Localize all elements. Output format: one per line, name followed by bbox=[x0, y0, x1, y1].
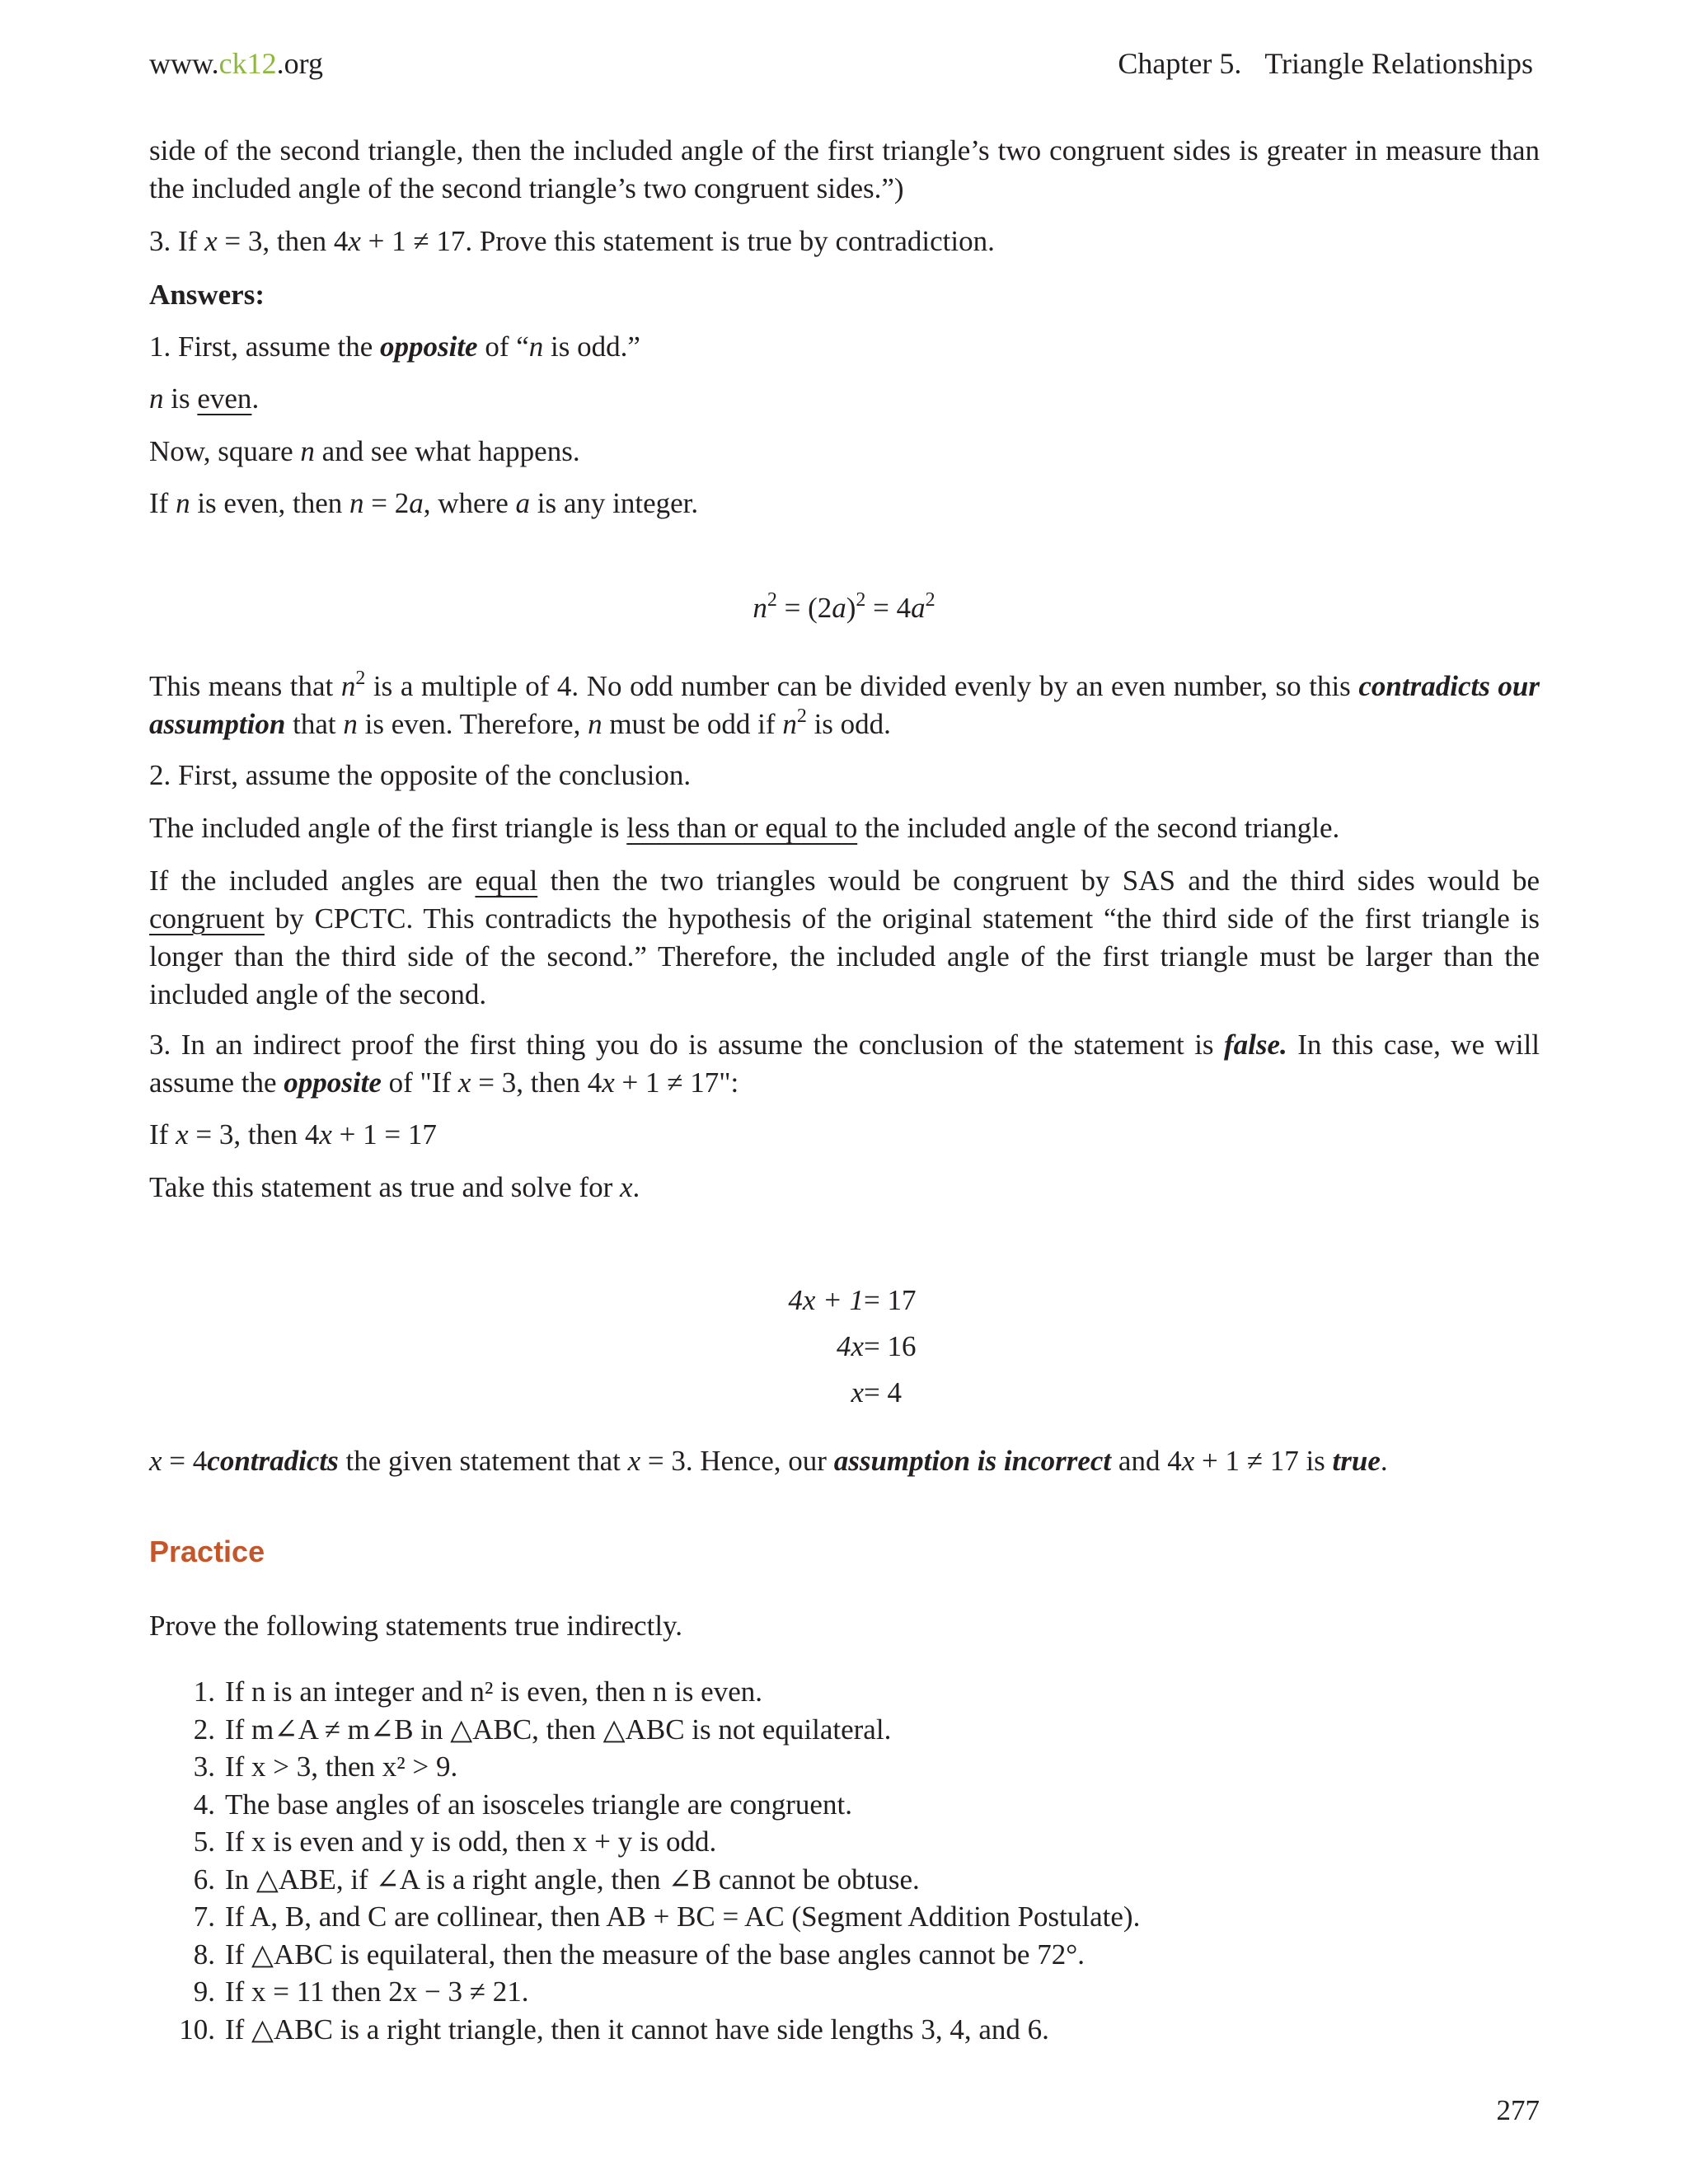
equation-row: 4x = 16 bbox=[836, 1330, 917, 1362]
equation-row: 4x + 1 = 17 bbox=[788, 1284, 917, 1316]
list-item: 6. In △ABE, if ∠A is a right angle, then ∠B cannot be obtuse. bbox=[193, 1863, 920, 1896]
answer-3-conclusion: x = 4contradicts the given statement that x = 3. Hence, our assumption is incorrect and 4x + 1 ≠ 17 is true. bbox=[149, 1445, 1388, 1477]
practice-list bbox=[149, 1673, 1140, 2048]
answer-3-paragraph: 3. In an indirect proof the first thing you do is assume the conclusion of the statement is false. In this case, we will assume the opposite of "If x = 3, then 4x + 1 ≠ 17": bbox=[149, 1029, 1540, 1099]
list-item: 9. If x = 11 then 2x − 3 ≠ 21. bbox=[193, 1975, 529, 2008]
answer-2-line-2: The included angle of the first triangle is less than or equal to the included angle of the second triangle. bbox=[149, 812, 1340, 844]
answer-3-assumption: If x = 3, then 4x + 1 = 17 bbox=[149, 1118, 437, 1151]
equation-row: x = 4 bbox=[851, 1376, 902, 1408]
list-item: 7. If A, B, and C are collinear, then AB + BC = AC (Segment Addition Postulate). bbox=[193, 1900, 1141, 1933]
answer-1-conclusion: This means that $n^2$ is a multiple of 4. No odd number can be divided evenly by an even number, so this contradicts our assumption that n is even. Therefore, n must be odd if $n^2$ is odd. bbox=[149, 668, 1540, 740]
answer-2-line-1: 2. First, assume the opposite of the conclusion. bbox=[149, 759, 692, 791]
page-number: 277 bbox=[1496, 2094, 1540, 2126]
list-item: 3. If x > 3, then x² > 9. bbox=[193, 1750, 458, 1783]
answer-1-line-3: Now, square n and see what happens. bbox=[149, 435, 580, 467]
answers-heading: Answers: bbox=[149, 279, 265, 311]
answer-2-paragraph: If the included angles are equal then the two triangles would be congruent by SAS and the third sides would be congruent by CPCTC. This contradicts the hypothesis of the original statement “the third side of the first triangle is longer than the third side of the second.” Therefore, the included angle of the first triangle must be larger than the included angle of the second. bbox=[149, 865, 1540, 1010]
solving-equations bbox=[742, 1277, 1029, 1416]
practice-intro: Prove the following statements true indirectly. bbox=[149, 1610, 683, 1642]
list-item: 8. If △ABC is equilateral, then the measure of the base angles cannot be 72°. bbox=[193, 1938, 1085, 1971]
list-item: 1. If n is an integer and n² is even, then n is even. bbox=[193, 1675, 762, 1708]
site-url[interactable]: www.ck12.org bbox=[149, 47, 323, 80]
answer-1-line-1: 1. First, assume the opposite of “n is odd.” bbox=[149, 330, 640, 363]
list-item: 2. If m∠A ≠ m∠B in △ABC, then △ABC is not equilateral. bbox=[193, 1713, 892, 1746]
equation-n-squared: $n^2 = (2a)^2 = 4a^2$ bbox=[753, 589, 935, 624]
answer-1-line-4: If n is even, then n = 2a, where a is any integer. bbox=[149, 487, 699, 519]
list-item: 4. The base angles of an isosceles triangle are congruent. bbox=[193, 1788, 852, 1821]
intro-paragraph: side of the second triangle, then the included angle of the first triangle’s two congruent sides is greater in measure than the included angle of the second triangle’s two congruent sides.”) bbox=[149, 134, 1540, 204]
question-3: 3. If x = 3, then 4x + 1 ≠ 17. Prove this statement is true by contradiction. bbox=[149, 225, 995, 257]
list-item: 5. If x is even and y is odd, then x + y is odd. bbox=[193, 1825, 717, 1858]
answer-1-line-2: n is even. bbox=[149, 382, 260, 415]
list-item: 10. If △ABC is a right triangle, then it cannot have side lengths 3, 4, and 6. bbox=[179, 2013, 1049, 2046]
chapter-header: Chapter 5. Triangle Relationships bbox=[1118, 47, 1533, 80]
answer-3-solve: Take this statement as true and solve for x. bbox=[149, 1171, 640, 1203]
practice-heading: Practice bbox=[149, 1535, 265, 1568]
